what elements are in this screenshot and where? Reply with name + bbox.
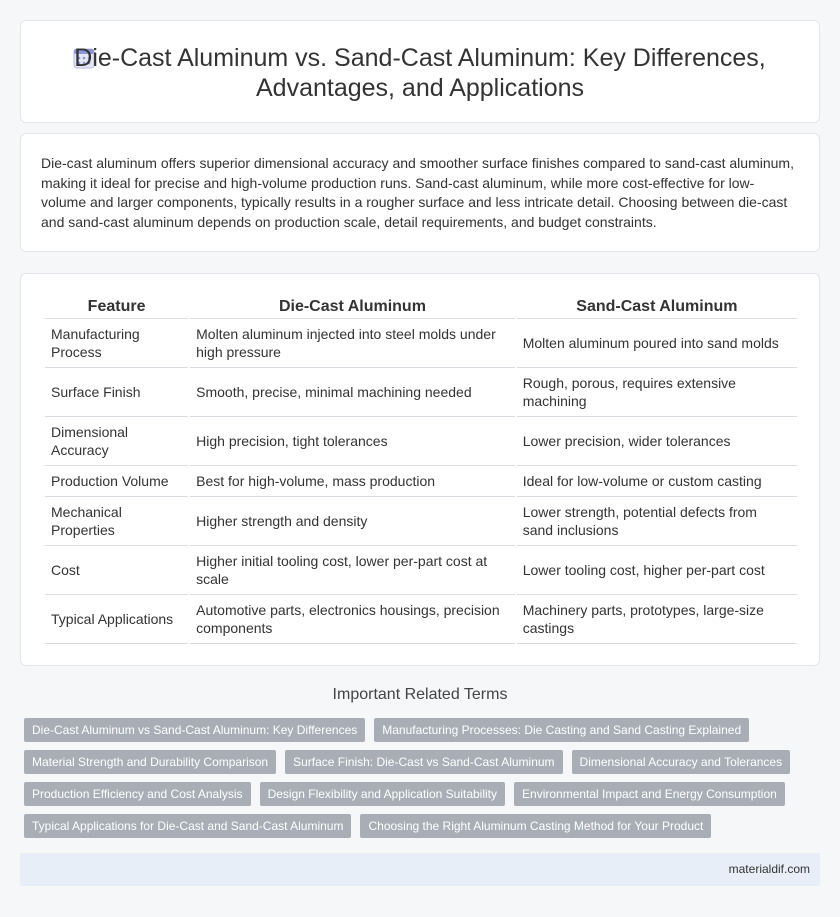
table-row bbox=[45, 368, 797, 417]
title-card bbox=[20, 20, 820, 123]
die-cast-cell: Best for high-volume, mass production bbox=[190, 466, 515, 497]
related-term-tag[interactable]: Dimensional Accuracy and Tolerances bbox=[572, 750, 791, 774]
sand-cast-cell: Lower strength, potential defects from sand inclusions bbox=[517, 497, 797, 546]
intro-paragraph: Die-cast aluminum offers superior dimensional accuracy and smoother surface finishes compared to sand-cast aluminum, making it ideal for precise and high-volume production runs. Sand-cast aluminum, while more cost-effective for low-volume and larger components, typically results in a rougher surface and less intricate detail. Choosing between die-cast and sand-cast aluminum depends on production scale, detail requirements, and budget constraints. bbox=[41, 155, 794, 230]
die-cast-cell: Molten aluminum injected into steel molds under high pressure bbox=[190, 319, 515, 368]
die-cast-cell: Automotive parts, electronics housings, precision components bbox=[190, 595, 515, 644]
feature-cell: Surface Finish bbox=[45, 368, 188, 417]
related-term-tag[interactable]: Production Efficiency and Cost Analysis bbox=[24, 782, 251, 806]
die-cast-cell: Higher initial tooling cost, lower per-part cost at scale bbox=[190, 546, 515, 595]
related-term-tag[interactable]: Environmental Impact and Energy Consumption bbox=[514, 782, 785, 806]
table-row bbox=[45, 466, 797, 497]
feature-cell: Mechanical Properties bbox=[45, 497, 188, 546]
feature-cell: Manufacturing Process bbox=[45, 319, 188, 368]
feature-cell: Typical Applications bbox=[45, 595, 188, 644]
related-term-tag[interactable]: Design Flexibility and Application Suitability bbox=[260, 782, 505, 806]
intro-card bbox=[20, 133, 820, 252]
header-sand-cast: Sand-Cast Aluminum bbox=[517, 296, 797, 319]
related-term-tag[interactable]: Choosing the Right Aluminum Casting Method for Your Product bbox=[360, 814, 711, 838]
table-row bbox=[45, 497, 797, 546]
feature-cell: Cost bbox=[45, 546, 188, 595]
site-link[interactable]: materialdif.com bbox=[728, 862, 810, 876]
comparison-table bbox=[43, 296, 799, 644]
related-term-tag[interactable]: Manufacturing Processes: Die Casting and Sand Casting Explained bbox=[374, 718, 749, 742]
feature-cell: Dimensional Accuracy bbox=[45, 417, 188, 466]
table-row bbox=[45, 417, 797, 466]
sand-cast-cell: Molten aluminum poured into sand molds bbox=[517, 319, 797, 368]
comparison-card bbox=[20, 273, 820, 666]
related-terms-list bbox=[20, 718, 820, 846]
page-title: Die-Cast Aluminum vs. Sand-Cast Aluminum: Key Differences, Advantages, and Applications bbox=[74, 44, 766, 102]
table-row bbox=[45, 319, 797, 368]
header-feature: Feature bbox=[45, 296, 188, 319]
die-cast-cell: High precision, tight tolerances bbox=[190, 417, 515, 466]
die-cast-cell: Higher strength and density bbox=[190, 497, 515, 546]
sand-cast-cell: Rough, porous, requires extensive machining bbox=[517, 368, 797, 417]
sand-cast-cell: Lower precision, wider tolerances bbox=[517, 417, 797, 466]
die-cast-cell: Smooth, precise, minimal machining needed bbox=[190, 368, 515, 417]
footer-bar bbox=[20, 853, 820, 886]
header-die-cast: Die-Cast Aluminum bbox=[190, 296, 515, 319]
table-row bbox=[45, 546, 797, 595]
related-term-tag[interactable]: Surface Finish: Die-Cast vs Sand-Cast Aluminum bbox=[285, 750, 562, 774]
sand-cast-cell: Ideal for low-volume or custom casting bbox=[517, 466, 797, 497]
related-terms-heading: Important Related Terms bbox=[332, 686, 508, 703]
related-term-tag[interactable]: Die-Cast Aluminum vs Sand-Cast Aluminum: Key Differences bbox=[24, 718, 365, 742]
sand-cast-cell: Machinery parts, prototypes, large-size castings bbox=[517, 595, 797, 644]
sand-cast-cell: Lower tooling cost, higher per-part cost bbox=[517, 546, 797, 595]
related-term-tag[interactable]: Typical Applications for Die-Cast and Sand-Cast Aluminum bbox=[24, 814, 351, 838]
table-header-row bbox=[45, 296, 797, 319]
table-row bbox=[45, 595, 797, 644]
related-term-tag[interactable]: Material Strength and Durability Comparison bbox=[24, 750, 276, 774]
feature-cell: Production Volume bbox=[45, 466, 188, 497]
